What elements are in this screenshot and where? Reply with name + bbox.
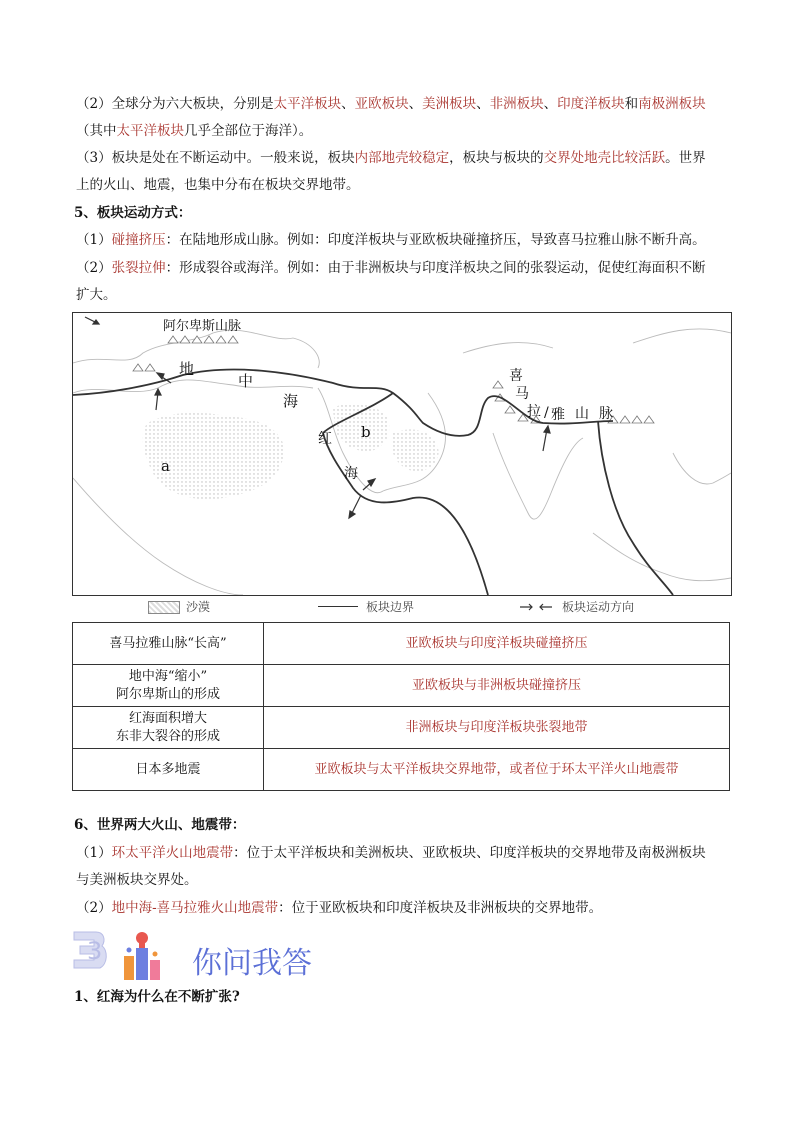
text: （2）全球分为六大板块，分别是: [76, 96, 274, 112]
table-cell-left: [73, 665, 264, 707]
mediterranean-label-1: 地: [179, 360, 195, 378]
text: 、: [408, 96, 423, 112]
red-sea-label-2: 海: [344, 466, 358, 482]
text: （1）: [76, 232, 112, 248]
text: 几乎全部位于海洋）。: [184, 123, 313, 139]
alps-label: 阿尔卑斯山脉: [163, 319, 242, 334]
cell-text: 东非大裂谷的形成: [115, 728, 220, 744]
section-6-item-1-line-1: [76, 843, 706, 863]
cell-text: 红海面积增大: [128, 710, 207, 726]
section-5-item-1: [76, 230, 706, 250]
cell-text: 阿尔卑斯山的形成: [115, 686, 220, 702]
section-title: 你问我答: [192, 946, 312, 981]
text: 、: [341, 96, 355, 112]
table-row: [73, 749, 730, 791]
plate-a-label: a: [161, 457, 170, 475]
table-cell-left: [73, 749, 264, 791]
highlight-stable-interior: 内部地壳较稳定: [354, 150, 450, 166]
highlight-indian-ocean-plate: 印度洋板块: [557, 96, 625, 112]
table-row: [73, 707, 730, 749]
section-5-item-2-line-1: [76, 258, 706, 278]
highlight-circum-pacific-belt: 环太平洋火山地震带: [111, 845, 234, 861]
himalaya-label-3: 拉: [527, 404, 541, 420]
highlight-collision: 碰撞挤压: [111, 232, 166, 248]
cell-text: 日本多地震: [135, 761, 201, 777]
table-cell-left: [73, 623, 264, 665]
himalaya-label-4: 雅: [551, 407, 565, 423]
himalaya-label-2: 马: [515, 386, 529, 402]
table-row: [73, 665, 730, 707]
text: ，板块与板块的: [449, 150, 544, 166]
text: 、: [543, 96, 558, 112]
section-6-item-2: [76, 898, 602, 918]
legend-direction-label: 板块运动方向: [562, 600, 635, 614]
cell-text: 地中海“缩小”: [128, 668, 208, 684]
himalaya-label-1: 喜: [509, 368, 523, 384]
table-cell-right: 亚欧板块与太平洋板块交界地带，或者位于环太平洋火山地震带: [264, 749, 730, 791]
plate-b-label: b: [361, 423, 371, 441]
text: 、: [476, 96, 490, 112]
text: 。世界: [665, 150, 706, 166]
text: 上的火山、地震，也集中分布在板块交界地带。: [76, 177, 360, 193]
cell-text: 喜马拉雅山脉“长高”: [109, 635, 227, 651]
text: （2）: [76, 900, 112, 916]
mediterranean-label-2: 中: [238, 372, 254, 390]
question-1: 1、红海为什么在不断扩张?: [74, 989, 240, 1005]
plate-map-svg: [73, 313, 731, 595]
highlight-pacific-plate: 太平洋板块: [273, 96, 342, 112]
section-5-title: 5、板块运动方式：: [74, 205, 192, 221]
desert-areas: [143, 403, 439, 499]
section-number: 3: [87, 937, 103, 965]
podium-icon: [72, 926, 182, 982]
text: （1）: [76, 845, 112, 861]
section-heading-icon: [72, 926, 182, 986]
table-cell-right: 非洲板块与印度洋板块张裂地带: [264, 707, 730, 749]
paragraph-3-line-1: [76, 148, 706, 168]
plate-map: [72, 312, 732, 596]
table-cell-right: 亚欧板块与非洲板块碰撞挤压: [264, 665, 730, 707]
text: ：形成裂谷或海洋。例如：由于非洲板块与印度洋板块之间的张裂运动，促使红海面积不断: [165, 260, 706, 276]
table-cell-left: [73, 707, 264, 749]
legend-boundary-label: 板块边界: [366, 600, 415, 614]
highlight-mediterranean-himalayan-belt: 地中海-喜马拉雅火山地震带: [111, 900, 279, 916]
highlight-rifting: 张裂拉伸: [111, 260, 166, 276]
text: ：位于亚欧板块和印度洋板块及非洲板块的交界地带。: [278, 900, 603, 916]
legend-desert-swatch: [148, 601, 180, 614]
paragraph-2-line-1: [76, 94, 706, 114]
section-6-item-1-line-2: 与美洲板块交界处。: [76, 872, 198, 888]
highlight-antarctic-plate: 南极洲板块: [638, 96, 706, 112]
highlight-eurasian-plate: 亚欧板块: [354, 96, 409, 112]
himalaya-slash: /: [544, 405, 549, 421]
legend-arrow-icon: [518, 600, 554, 614]
mediterranean-label-3: 海: [283, 392, 299, 410]
highlight-active-boundary: 交界处地壳比较活跃: [543, 150, 666, 166]
text: （其中: [76, 123, 117, 139]
text: （3）板块是处在不断运动中。一般来说，板块: [76, 150, 355, 166]
highlight-american-plate: 美洲板块: [422, 96, 477, 112]
section-5-item-2-line-2: 扩大。: [76, 287, 117, 303]
himalaya-label-6: 脉: [599, 406, 613, 422]
text: ：在陆地形成山脉。例如：印度洋板块与亚欧板块碰撞挤压，导致喜马拉雅山脉不断升高。: [165, 232, 706, 248]
legend-desert-label: 沙漠: [186, 600, 211, 614]
paragraph-2-line-2: [76, 121, 312, 141]
section-6-title: 6、世界两大火山、地震带：: [74, 817, 246, 833]
table-cell-right: 亚欧板块与印度洋板块碰撞挤压: [264, 623, 730, 665]
paragraph-3-line-2: [76, 175, 360, 195]
highlight-pacific-plate: 太平洋板块: [116, 123, 184, 139]
legend-boundary-line: [318, 606, 358, 607]
text: ：位于太平洋板块和美洲板块、亚欧板块、印度洋板块的交界地带及南极洲板块: [233, 845, 706, 861]
table-row: [73, 623, 730, 665]
plate-effects-table: [72, 622, 730, 791]
text: （2）: [76, 260, 112, 276]
text: 和: [624, 96, 639, 112]
highlight-african-plate: 非洲板块: [489, 96, 544, 112]
himalaya-label-5: 山: [575, 406, 589, 422]
red-sea-label-1: 红: [318, 431, 332, 447]
